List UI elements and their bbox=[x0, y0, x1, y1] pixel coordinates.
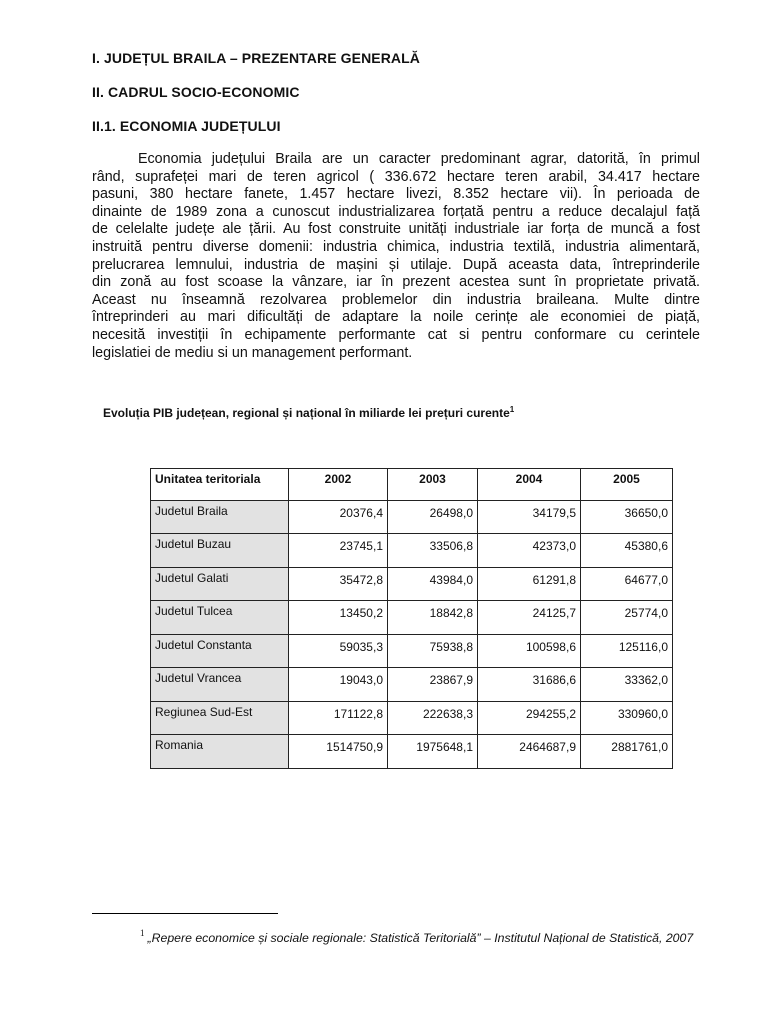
table-caption-text: Evoluția PIB județean, regional și național în miliarde lei prețuri curente bbox=[103, 406, 510, 420]
cell-value: 35472,8 bbox=[289, 567, 388, 601]
table-row bbox=[151, 668, 673, 702]
cell-value: 19043,0 bbox=[289, 668, 388, 702]
paragraph-line: Aceast nu înseamnă rezolvarea problemelor din industria braileana. Multe dintre bbox=[92, 291, 700, 308]
cell-value: 26498,0 bbox=[388, 500, 478, 534]
paragraph-line: Economia județului Braila are un caracter predominant agrar, datorită, în primul bbox=[138, 151, 700, 167]
cell-value: 20376,4 bbox=[289, 500, 388, 534]
cell-value: 31686,6 bbox=[478, 668, 581, 702]
cell-value: 1514750,9 bbox=[289, 735, 388, 769]
row-label: Judetul Braila bbox=[151, 500, 289, 534]
heading-economia-judetului: II.1. ECONOMIA JUDEȚULUI bbox=[92, 118, 281, 134]
footnote-number: 1 bbox=[140, 928, 145, 938]
cell-value: 64677,0 bbox=[581, 567, 673, 601]
table-row bbox=[151, 735, 673, 769]
table-header-row bbox=[151, 469, 673, 501]
header-cell-2002: 2002 bbox=[289, 469, 388, 501]
cell-value: 24125,7 bbox=[478, 601, 581, 635]
cell-value: 125116,0 bbox=[581, 634, 673, 668]
row-label: Judetul Galati bbox=[151, 567, 289, 601]
cell-value: 42373,0 bbox=[478, 534, 581, 568]
cell-value: 75938,8 bbox=[388, 634, 478, 668]
paragraph-line: întreprinderi au mari dificultăți de adaptare la noile cerințe ale economiei de piață, bbox=[92, 309, 700, 326]
table-row bbox=[151, 601, 673, 635]
paragraph-line: dinainte de 1989 zona a cunoscut industrializarea forțată pentru a reduce decalajul față bbox=[92, 203, 700, 220]
heading-judetul-braila: I. JUDEȚUL BRAILA – PREZENTARE GENERALĂ bbox=[92, 50, 420, 66]
paragraph-line: prelucrarea lemnului, industria de mașini și utilaje. După aceasta data, întreprinderile bbox=[92, 256, 700, 273]
row-label: Judetul Buzau bbox=[151, 534, 289, 568]
table-row bbox=[151, 534, 673, 568]
cell-value: 25774,0 bbox=[581, 601, 673, 635]
row-label: Judetul Constanta bbox=[151, 634, 289, 668]
row-label: Judetul Vrancea bbox=[151, 668, 289, 702]
cell-value: 18842,8 bbox=[388, 601, 478, 635]
cell-value: 34179,5 bbox=[478, 500, 581, 534]
cell-value: 43984,0 bbox=[388, 567, 478, 601]
cell-value: 23867,9 bbox=[388, 668, 478, 702]
cell-value: 33362,0 bbox=[581, 668, 673, 702]
cell-value: 23745,1 bbox=[289, 534, 388, 568]
header-cell-2004: 2004 bbox=[478, 469, 581, 501]
cell-value: 13450,2 bbox=[289, 601, 388, 635]
cell-value: 171122,8 bbox=[289, 701, 388, 735]
economy-paragraph bbox=[92, 151, 700, 362]
paragraph-line: legislatiei de mediu si un management performant. bbox=[92, 344, 413, 361]
footnote-separator bbox=[92, 913, 278, 914]
cell-value: 222638,3 bbox=[388, 701, 478, 735]
table-row bbox=[151, 701, 673, 735]
cell-value: 2464687,9 bbox=[478, 735, 581, 769]
paragraph-line: din zonă au fost scoase la vânzare, iar în prezent acestea sunt în proprietate privată. bbox=[92, 274, 700, 291]
row-label: Romania bbox=[151, 735, 289, 769]
heading-cadrul-socio-economic: II. CADRUL SOCIO-ECONOMIC bbox=[92, 84, 300, 100]
cell-value: 33506,8 bbox=[388, 534, 478, 568]
header-cell-2003: 2003 bbox=[388, 469, 478, 501]
cell-value: 61291,8 bbox=[478, 567, 581, 601]
cell-value: 330960,0 bbox=[581, 701, 673, 735]
paragraph-line: necesită investiții în echipamente performante cat si pentru conformare cu cerintele bbox=[92, 326, 700, 343]
footnote bbox=[140, 928, 693, 945]
cell-value: 1975648,1 bbox=[388, 735, 478, 769]
cell-value: 2881761,0 bbox=[581, 735, 673, 769]
table-row bbox=[151, 634, 673, 668]
table-caption bbox=[103, 405, 514, 420]
cell-value: 294255,2 bbox=[478, 701, 581, 735]
paragraph-line: rând, suprafeței mari de teren agricol ( 336.672 hectare teren arabil, 34.417 hectare bbox=[92, 168, 700, 185]
paragraph-line: de celelalte județe ale țării. Au fost construite unități industriale iar forța de muncă a fost bbox=[92, 221, 700, 238]
cell-value: 59035,3 bbox=[289, 634, 388, 668]
table-row bbox=[151, 500, 673, 534]
header-cell-2005: 2005 bbox=[581, 469, 673, 501]
paragraph-line: instruită pentru diverse domenii: industria chimica, industria textilă, industria alimentară, bbox=[92, 238, 700, 255]
row-label: Regiunea Sud-Est bbox=[151, 701, 289, 735]
cell-value: 36650,0 bbox=[581, 500, 673, 534]
header-cell-unit: Unitatea teritoriala bbox=[151, 469, 289, 501]
footnote-reference: 1 bbox=[509, 405, 515, 414]
footnote-text: „Repere economice și sociale regionale: Statistică Teritorială” – Institutul Național de Statistică, 2007 bbox=[147, 931, 694, 945]
row-label: Judetul Tulcea bbox=[151, 601, 289, 635]
cell-value: 45380,6 bbox=[581, 534, 673, 568]
paragraph-line: pasuni, 380 hectare fanete, 1.457 hectare livezi, 8.352 hectare vii). În perioada de bbox=[92, 186, 700, 203]
table-row bbox=[151, 567, 673, 601]
cell-value: 100598,6 bbox=[478, 634, 581, 668]
pib-table bbox=[150, 468, 673, 769]
